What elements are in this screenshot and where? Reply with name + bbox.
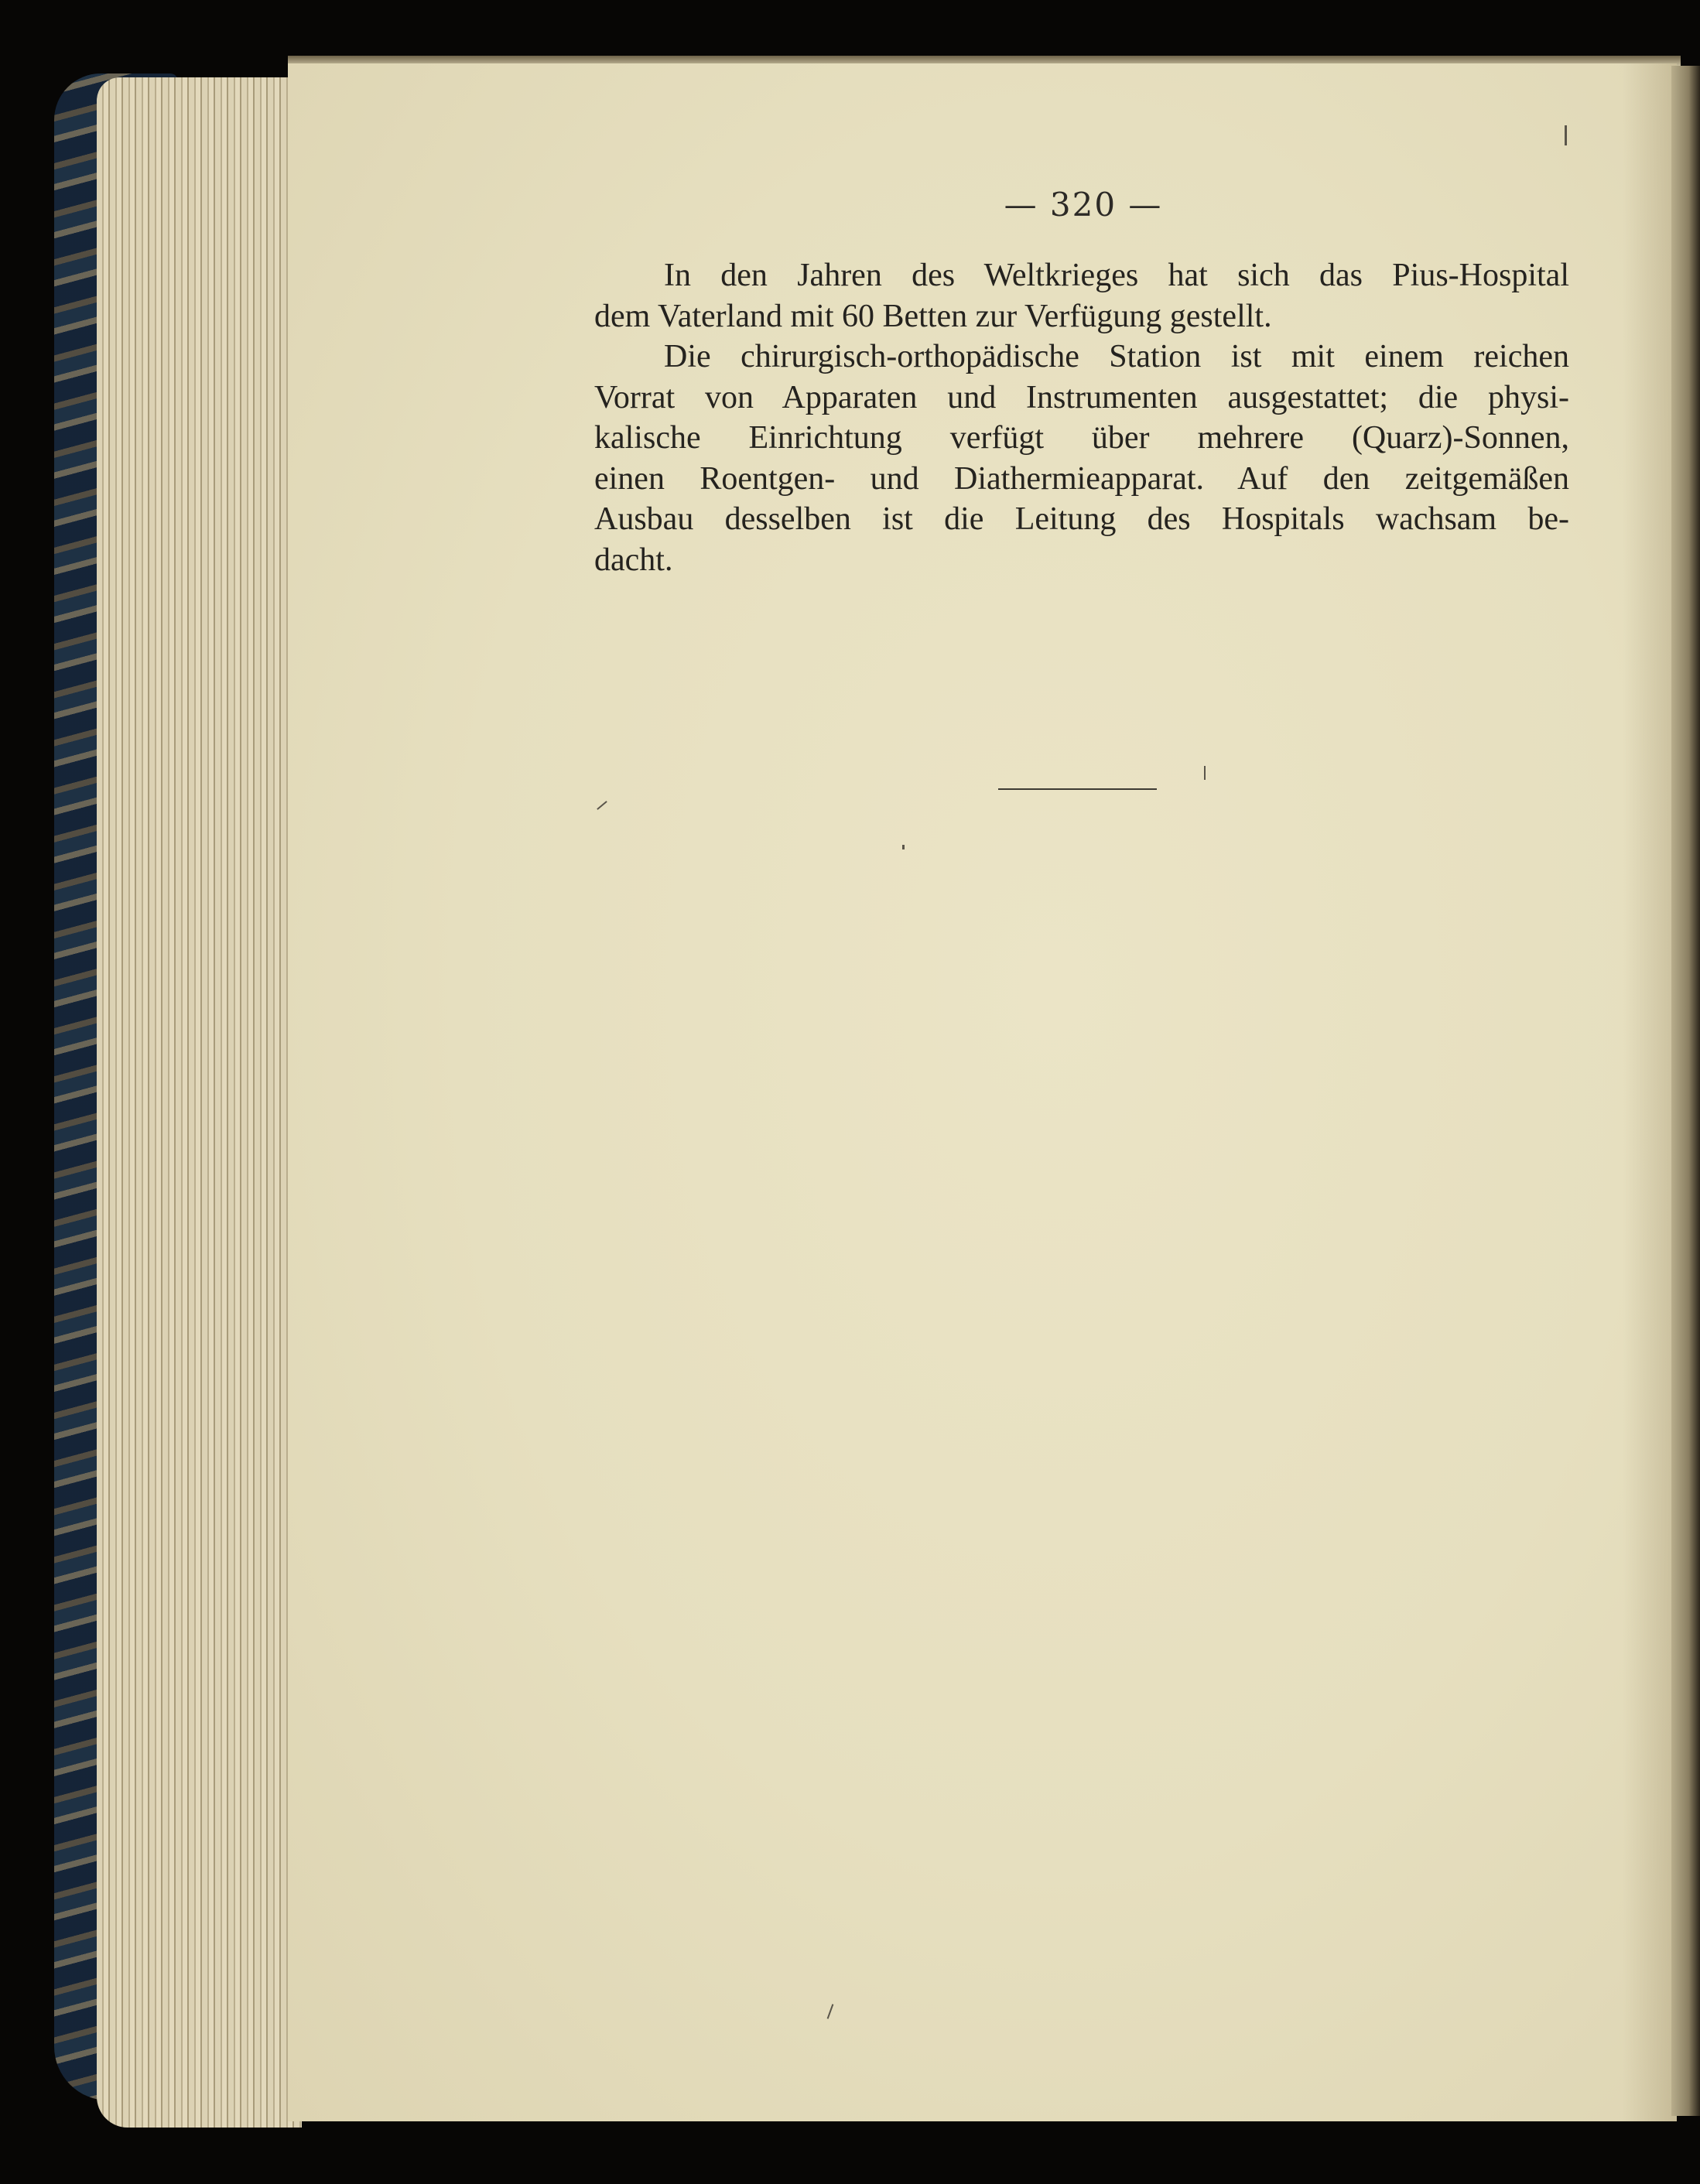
paper-speck (1204, 766, 1206, 780)
text-line: dacht. (594, 542, 673, 578)
text-line: In den Jahren des Weltkrieges hat sich das Pius-Hospital (664, 258, 1569, 293)
text-line: kalische Einrichtung verfügt über mehrere (Quarz)-Sonnen, (594, 420, 1569, 456)
page-stack-edges (97, 77, 302, 2128)
page-number: — 320 — (1004, 186, 1163, 224)
text-line: einen Roentgen- und Diathermieapparat. Auf den zeitgemäßen (594, 460, 1569, 497)
paper-speck (902, 845, 905, 849)
paragraph-1 (594, 255, 1569, 337)
text-line: Die chirurgisch-orthopädische Station ist mit einem reichen (664, 339, 1569, 374)
text-line: Ausbau desselben ist die Leitung des Hospitals wachsam be- (594, 501, 1569, 537)
paragraph-2 (594, 337, 1569, 580)
paper-speck (1565, 125, 1567, 145)
body-text (594, 255, 1569, 580)
section-divider-rule (998, 788, 1157, 790)
text-line: Vorrat von Apparaten und Instrumenten ausgestattet; die physi- (594, 379, 1569, 415)
text-line: dem Vaterland mit 60 Betten zur Verfügung gestellt. (594, 298, 1272, 334)
facing-page-sliver (1671, 66, 1700, 2116)
spine-shadow (1623, 63, 1677, 2121)
